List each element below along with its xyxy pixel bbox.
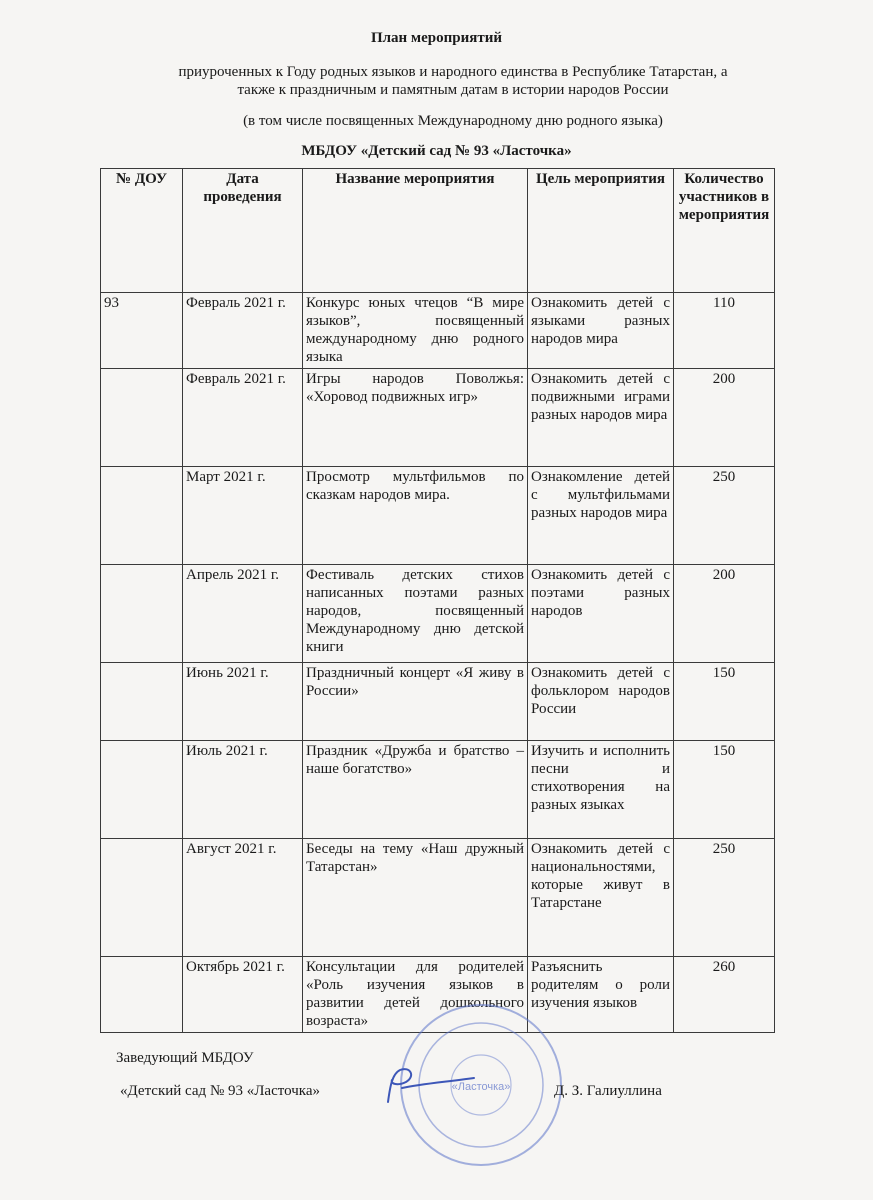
cell-date: Февраль 2021 г.	[183, 369, 303, 467]
cell-date: Февраль 2021 г.	[183, 293, 303, 369]
cell-name: Просмотр мультфильмов по сказкам народов мира.	[303, 467, 528, 565]
table-header-row	[101, 169, 775, 293]
cell-goal: Ознакомить детей с подвижными играми разных народов мира	[528, 369, 674, 467]
header-count: Количество участников в мероприятия	[674, 169, 775, 293]
subtitle-line-2: также к праздничным и памятным датам в истории народов России	[237, 82, 669, 98]
cell-dou	[101, 565, 183, 663]
cell-name: Беседы на тему «Наш дружный Татарстан»	[303, 839, 528, 957]
cell-dou	[101, 839, 183, 957]
table-row	[101, 467, 775, 565]
document-title: План мероприятий	[370, 30, 503, 46]
subtitle-line-1: приуроченных к Году родных языков и народного единства в Республике Татарстан, а	[178, 64, 728, 80]
header-name: Название мероприятия	[303, 169, 528, 293]
cell-goal: Ознакомить детей с национальностями, которые живут в Татарстане	[528, 839, 674, 957]
organization-title: МБДОУ «Детский сад № 93 «Ласточка»	[301, 143, 572, 159]
cell-goal: Изучить и исполнить песни и стихотворения на разных языках	[528, 741, 674, 839]
table-row	[101, 369, 775, 467]
cell-count: 250	[674, 467, 775, 565]
cell-count: 200	[674, 369, 775, 467]
footer-organization: «Детский сад № 93 «Ласточка»	[120, 1083, 320, 1099]
cell-goal: Ознакомление детей с мультфильмами разных народов мира	[528, 467, 674, 565]
cell-count: 260	[674, 957, 775, 1033]
signature-name: Д. З. Галиуллина	[554, 1083, 662, 1099]
table-row	[101, 741, 775, 839]
cell-name: Конкурс юных чтецов “В мире языков”, посвященный международному дню родного языка	[303, 293, 528, 369]
signature	[370, 1062, 480, 1112]
cell-name: Праздник «Дружба и братство – наше богатство»	[303, 741, 528, 839]
events-table	[100, 168, 775, 1033]
cell-dou	[101, 467, 183, 565]
cell-date: Июнь 2021 г.	[183, 663, 303, 741]
cell-name: Фестиваль детских стихов написанных поэтами разных народов, посвященный Международному дню детской книги	[303, 565, 528, 663]
cell-date: Октябрь 2021 г.	[183, 957, 303, 1033]
cell-dou	[101, 957, 183, 1033]
header-date: Дата проведения	[183, 169, 303, 293]
cell-name: Игры народов Поволжья: «Хоровод подвижных игр»	[303, 369, 528, 467]
subtitle-note: (в том числе посвященных Международному дню родного языка)	[243, 113, 663, 129]
table-row	[101, 565, 775, 663]
svg-text:«Ласточка»: «Ласточка»	[451, 1081, 511, 1093]
cell-goal: Ознакомить детей с фольклором народов России	[528, 663, 674, 741]
cell-date: Апрель 2021 г.	[183, 565, 303, 663]
table-row	[101, 663, 775, 741]
cell-date: Март 2021 г.	[183, 467, 303, 565]
table-row	[101, 293, 775, 369]
cell-dou	[101, 369, 183, 467]
cell-count: 150	[674, 741, 775, 839]
cell-goal: Разъяснить родителям о роли изучения языков	[528, 957, 674, 1033]
header-goal: Цель мероприятия	[528, 169, 674, 293]
cell-date: Июль 2021 г.	[183, 741, 303, 839]
cell-name: Праздничный концерт «Я живу в России»	[303, 663, 528, 741]
cell-dou: 93	[101, 293, 183, 369]
cell-date: Август 2021 г.	[183, 839, 303, 957]
cell-dou	[101, 663, 183, 741]
cell-count: 110	[674, 293, 775, 369]
cell-count: 150	[674, 663, 775, 741]
cell-name: Консультации для родителей «Роль изучения языков в развитии детей дошкольного возраста»	[303, 957, 528, 1033]
footer-position: Заведующий МБДОУ	[116, 1050, 254, 1066]
cell-count: 250	[674, 839, 775, 957]
cell-goal: Ознакомить детей с поэтами разных народов	[528, 565, 674, 663]
cell-count: 200	[674, 565, 775, 663]
table-row	[101, 839, 775, 957]
cell-dou	[101, 741, 183, 839]
header-dou: № ДОУ	[101, 169, 183, 293]
cell-goal: Ознакомить детей с языками разных народов мира	[528, 293, 674, 369]
